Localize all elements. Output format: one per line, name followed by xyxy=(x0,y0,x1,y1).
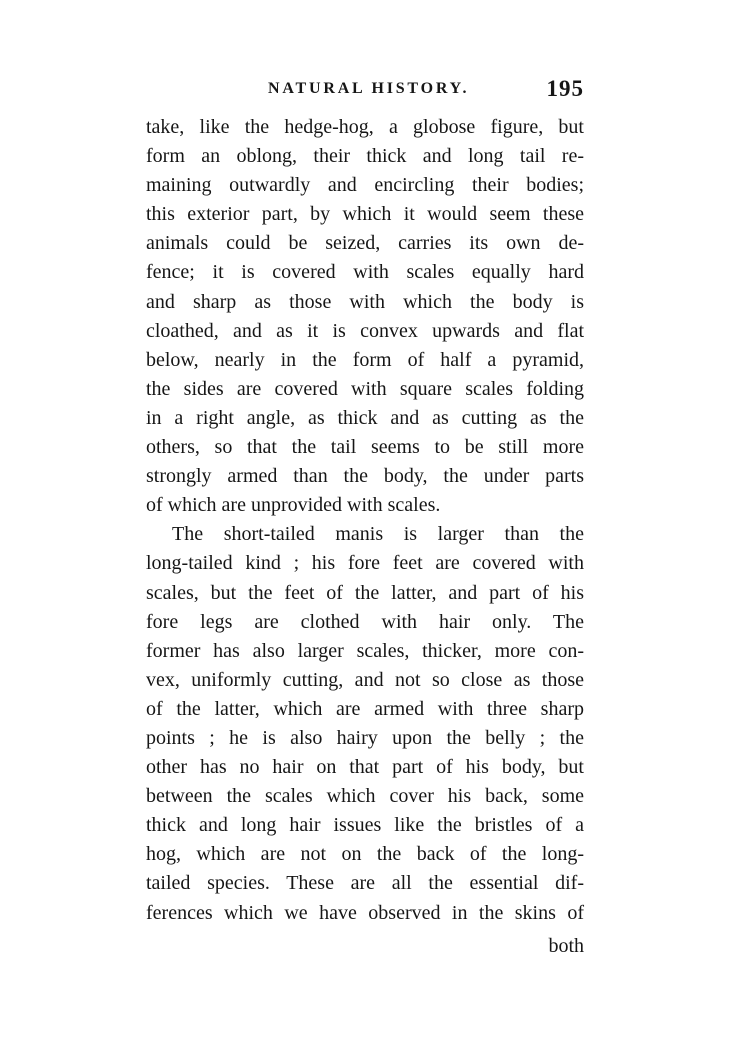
text-line: hog, which are not on the back of the long- xyxy=(146,843,584,866)
page-number: 195 xyxy=(546,76,584,101)
text-line: tailed species. These are all the essential dif- xyxy=(146,872,584,895)
text-line: the sides are covered with square scales folding xyxy=(146,377,584,400)
text-line: animals could be seized, carries its own de- xyxy=(146,232,584,255)
paragraph-1 xyxy=(146,113,584,520)
text-line: other has no hair on that part of his body, but xyxy=(146,756,584,779)
text-line: former has also larger scales, thicker, more con- xyxy=(146,639,584,662)
text-line: of which are unprovided with scales. xyxy=(146,494,441,517)
text-line: maining outwardly and encircling their bodies; xyxy=(146,174,584,197)
body-text xyxy=(146,113,584,928)
text-line: thick and long hair issues like the bristles of a xyxy=(146,814,584,837)
running-head xyxy=(146,76,584,104)
paragraph-2 xyxy=(146,520,584,927)
text-line: fore legs are clothed with hair only. The xyxy=(146,610,584,633)
text-line: form an oblong, their thick and long tail re- xyxy=(146,145,584,168)
text-line: and sharp as those with which the body is xyxy=(146,290,584,313)
text-line: scales, but the feet of the latter, and part of his xyxy=(146,581,584,604)
text-line: below, nearly in the form of half a pyramid, xyxy=(146,348,584,371)
text-line: points ; he is also hairy upon the belly ; the xyxy=(146,726,584,749)
text-line: others, so that the tail seems to be still more xyxy=(146,436,584,459)
text-line: take, like the hedge-hog, a globose figure, but xyxy=(146,116,584,138)
text-line: in a right angle, as thick and as cutting as the xyxy=(146,406,584,429)
text-line: strongly armed than the body, the under parts xyxy=(146,465,584,488)
text-line: ferences which we have observed in the skins of xyxy=(146,901,584,924)
text-line: vex, uniformly cutting, and not so close as those xyxy=(146,668,584,691)
text-line: between the scales which cover his back, some xyxy=(146,785,584,808)
running-title: NATURAL HISTORY. xyxy=(268,80,470,97)
text-line: this exterior part, by which it would seem these xyxy=(146,203,584,226)
catchword: both xyxy=(548,935,584,957)
text-line: cloathed, and as it is convex upwards and flat xyxy=(146,319,584,342)
text-line: of the latter, which are armed with three sharp xyxy=(146,697,584,720)
text-line: fence; it is covered with scales equally hard xyxy=(146,261,584,284)
text-line: long-tailed kind ; his fore feet are covered with xyxy=(146,552,584,575)
text-line: The short-tailed manis is larger than the xyxy=(172,523,584,546)
